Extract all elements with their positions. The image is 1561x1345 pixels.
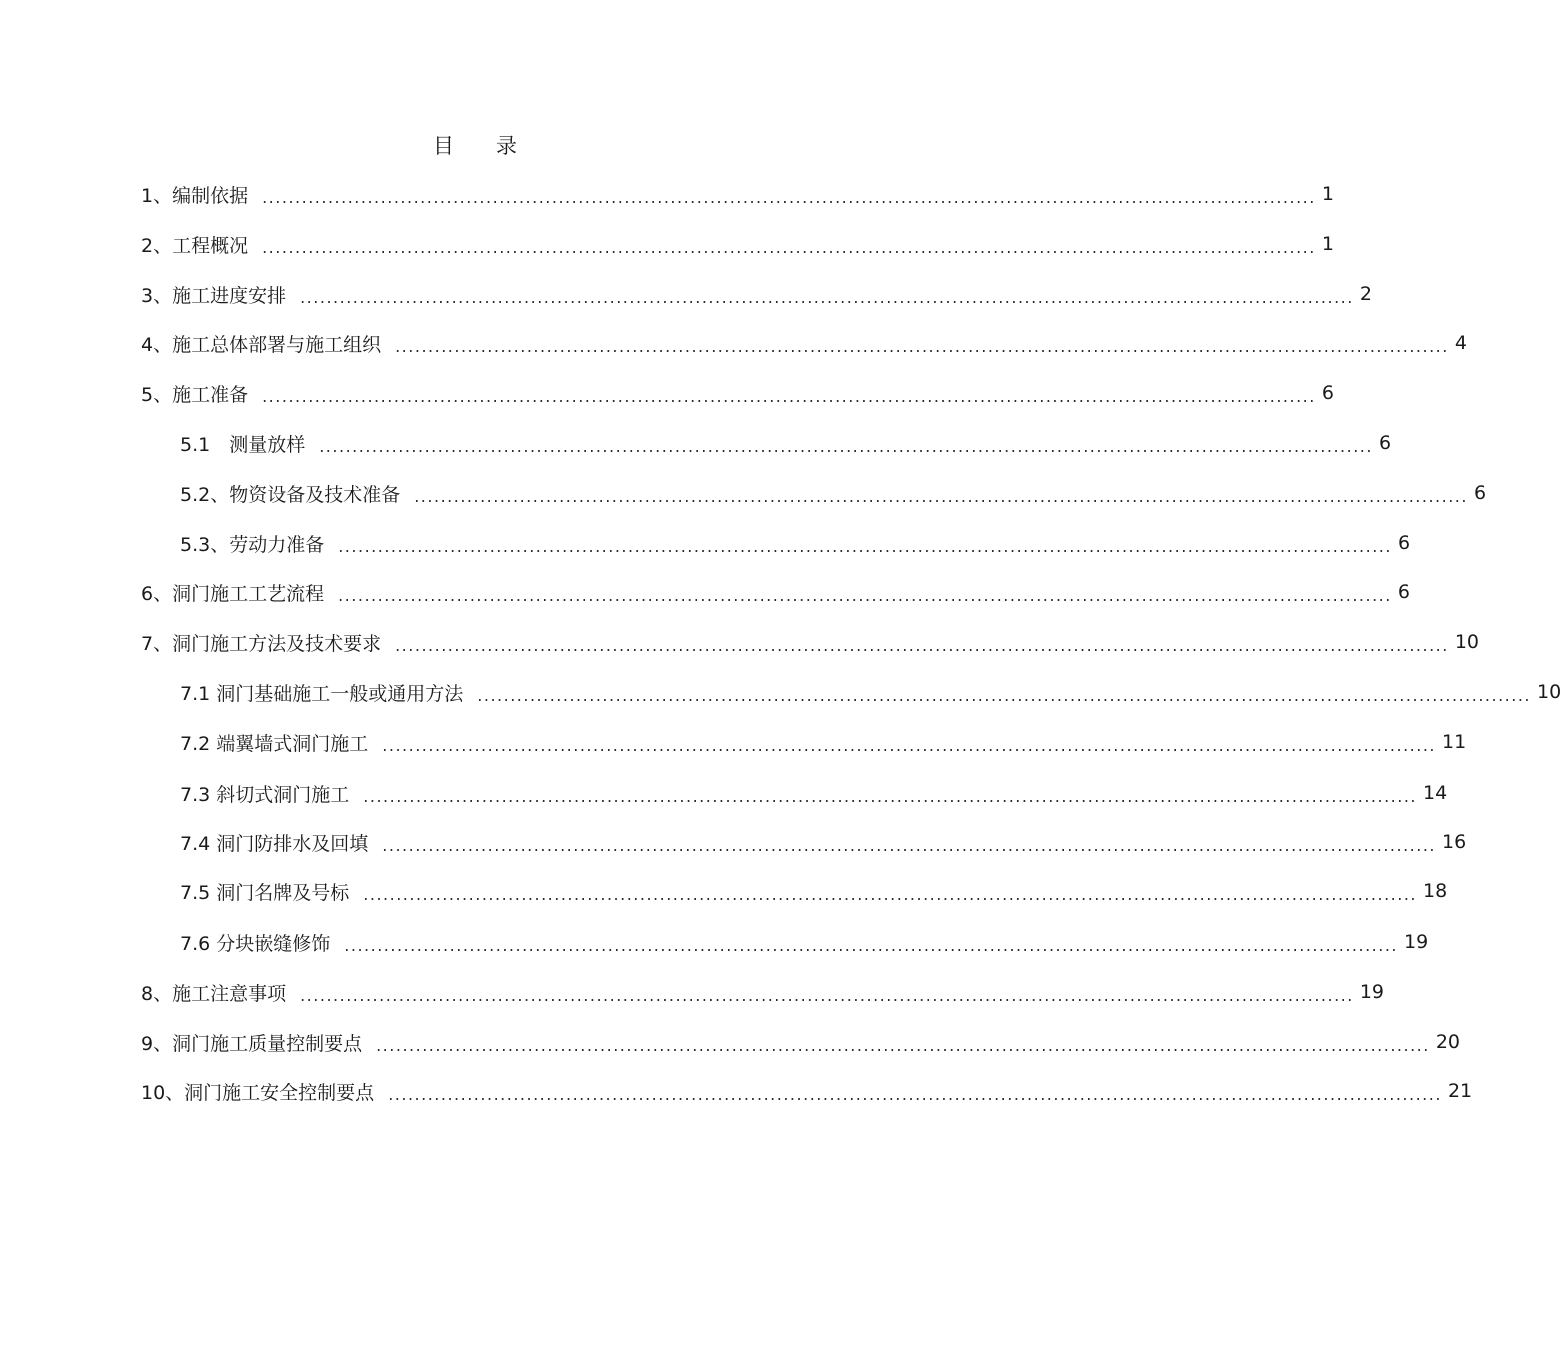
toc-entry[interactable] — [180, 429, 1392, 457]
dot-leader: ................................................................................................................................................................ — [414, 486, 1468, 506]
toc-entry[interactable] — [141, 1077, 1473, 1105]
dot-leader: ................................................................................................................................................................ — [363, 786, 1418, 806]
toc-entry-page: 10 — [1537, 681, 1561, 703]
toc-entry[interactable] — [141, 379, 1334, 407]
toc-entry-page: 1 — [1321, 233, 1334, 255]
toc-entry[interactable] — [180, 928, 1429, 956]
toc-entry-page: 14 — [1423, 782, 1448, 804]
toc-entry-page: 10 — [1454, 631, 1480, 653]
toc-entry-page: 6 — [1321, 382, 1334, 404]
toc-entry-label: 9、洞门施工质量控制要点 — [141, 1032, 363, 1055]
toc-entry[interactable] — [141, 978, 1385, 1006]
dot-leader: ................................................................................................................................................................ — [300, 985, 1354, 1005]
toc-entry-label: 5.3、劳动力准备 — [180, 533, 325, 556]
toc-entry[interactable] — [141, 329, 1467, 357]
toc-entry[interactable] — [141, 1028, 1461, 1056]
toc-entry-label: 6、洞门施工工艺流程 — [141, 582, 325, 605]
toc-entry-label: 7.3 斜切式洞门施工 — [180, 783, 350, 806]
toc-entry-label: 3、施工进度安排 — [141, 284, 287, 307]
dot-leader: ................................................................................................................................................................ — [338, 536, 1392, 556]
dot-leader: ................................................................................................................................................................ — [300, 287, 1354, 307]
toc-entry-page: 21 — [1447, 1080, 1473, 1102]
toc-entry-label: 7.6 分块嵌缝修饰 — [180, 932, 331, 955]
dot-leader: ................................................................................................................................................................ — [388, 1084, 1442, 1104]
toc-entry-page: 1 — [1321, 183, 1334, 205]
dot-leader: ................................................................................................................................................................ — [262, 237, 1316, 257]
toc-entry-label: 8、施工注意事项 — [141, 982, 287, 1005]
toc-entry-page: 19 — [1359, 981, 1385, 1003]
dot-leader: ................................................................................................................................................................ — [319, 436, 1373, 456]
toc-entry-label: 5.2、物资设备及技术准备 — [180, 483, 401, 506]
toc-entry-page: 6 — [1473, 482, 1487, 504]
title-char-1: 目 — [433, 134, 454, 158]
toc-entry-page: 6 — [1397, 581, 1410, 603]
toc-entry[interactable] — [180, 529, 1411, 557]
toc-entry-page: 11 — [1442, 731, 1467, 753]
dot-leader: ................................................................................................................................................................ — [395, 635, 1449, 655]
toc-entry[interactable] — [180, 479, 1487, 507]
toc-entry-label: 10、洞门施工安全控制要点 — [141, 1081, 375, 1104]
toc-entry[interactable] — [141, 628, 1480, 656]
toc-entry-page: 20 — [1435, 1031, 1461, 1053]
dot-leader: ................................................................................................................................................................ — [262, 187, 1316, 207]
toc-entry-label: 7.5 洞门名牌及号标 — [180, 881, 350, 904]
toc-entry-label: 4、施工总体部署与施工组织 — [141, 333, 382, 356]
toc-entry-page: 6 — [1397, 532, 1411, 554]
toc-entry-page: 16 — [1442, 831, 1467, 853]
toc-entry-page: 19 — [1404, 931, 1429, 953]
toc-entry-page: 4 — [1454, 332, 1467, 354]
toc-entry-label: 2、工程概况 — [141, 234, 249, 257]
toc-entry-label: 7.2 端翼墙式洞门施工 — [180, 732, 369, 755]
title-char-2: 录 — [496, 134, 517, 158]
toc-entry-label: 5.1 测量放样 — [180, 433, 306, 456]
toc-entry[interactable] — [180, 877, 1448, 905]
dot-leader: ................................................................................................................................................................ — [344, 935, 1399, 955]
toc-entry[interactable] — [141, 578, 1410, 606]
dot-leader: ................................................................................................................................................................ — [382, 735, 1437, 755]
toc-entry[interactable] — [180, 678, 1561, 706]
toc-entry-label: 5、施工准备 — [141, 383, 249, 406]
dot-leader: ................................................................................................................................................................ — [395, 336, 1449, 356]
toc-entry-label: 7、洞门施工方法及技术要求 — [141, 632, 382, 655]
toc-entry[interactable] — [180, 728, 1467, 756]
toc-entry-label: 7.1 洞门基础施工一般或通用方法 — [180, 682, 464, 705]
dot-leader: ................................................................................................................................................................ — [262, 386, 1316, 406]
toc-entry[interactable] — [141, 180, 1334, 208]
dot-leader: ................................................................................................................................................................ — [477, 685, 1532, 705]
dot-leader: ................................................................................................................................................................ — [376, 1035, 1430, 1055]
dot-leader: ................................................................................................................................................................ — [363, 884, 1418, 904]
dot-leader: ................................................................................................................................................................ — [338, 585, 1392, 605]
toc-entry[interactable] — [180, 779, 1448, 807]
toc-entry[interactable] — [180, 828, 1467, 856]
toc-entry[interactable] — [141, 280, 1372, 308]
toc-entry-page: 6 — [1378, 432, 1392, 454]
dot-leader: ................................................................................................................................................................ — [382, 835, 1437, 855]
toc-entry[interactable] — [141, 230, 1334, 258]
toc-entry-label: 7.4 洞门防排水及回填 — [180, 832, 369, 855]
toc-entry-page: 2 — [1359, 283, 1372, 305]
toc-entry-label: 1、编制依据 — [141, 184, 249, 207]
toc-entry-page: 18 — [1423, 880, 1448, 902]
